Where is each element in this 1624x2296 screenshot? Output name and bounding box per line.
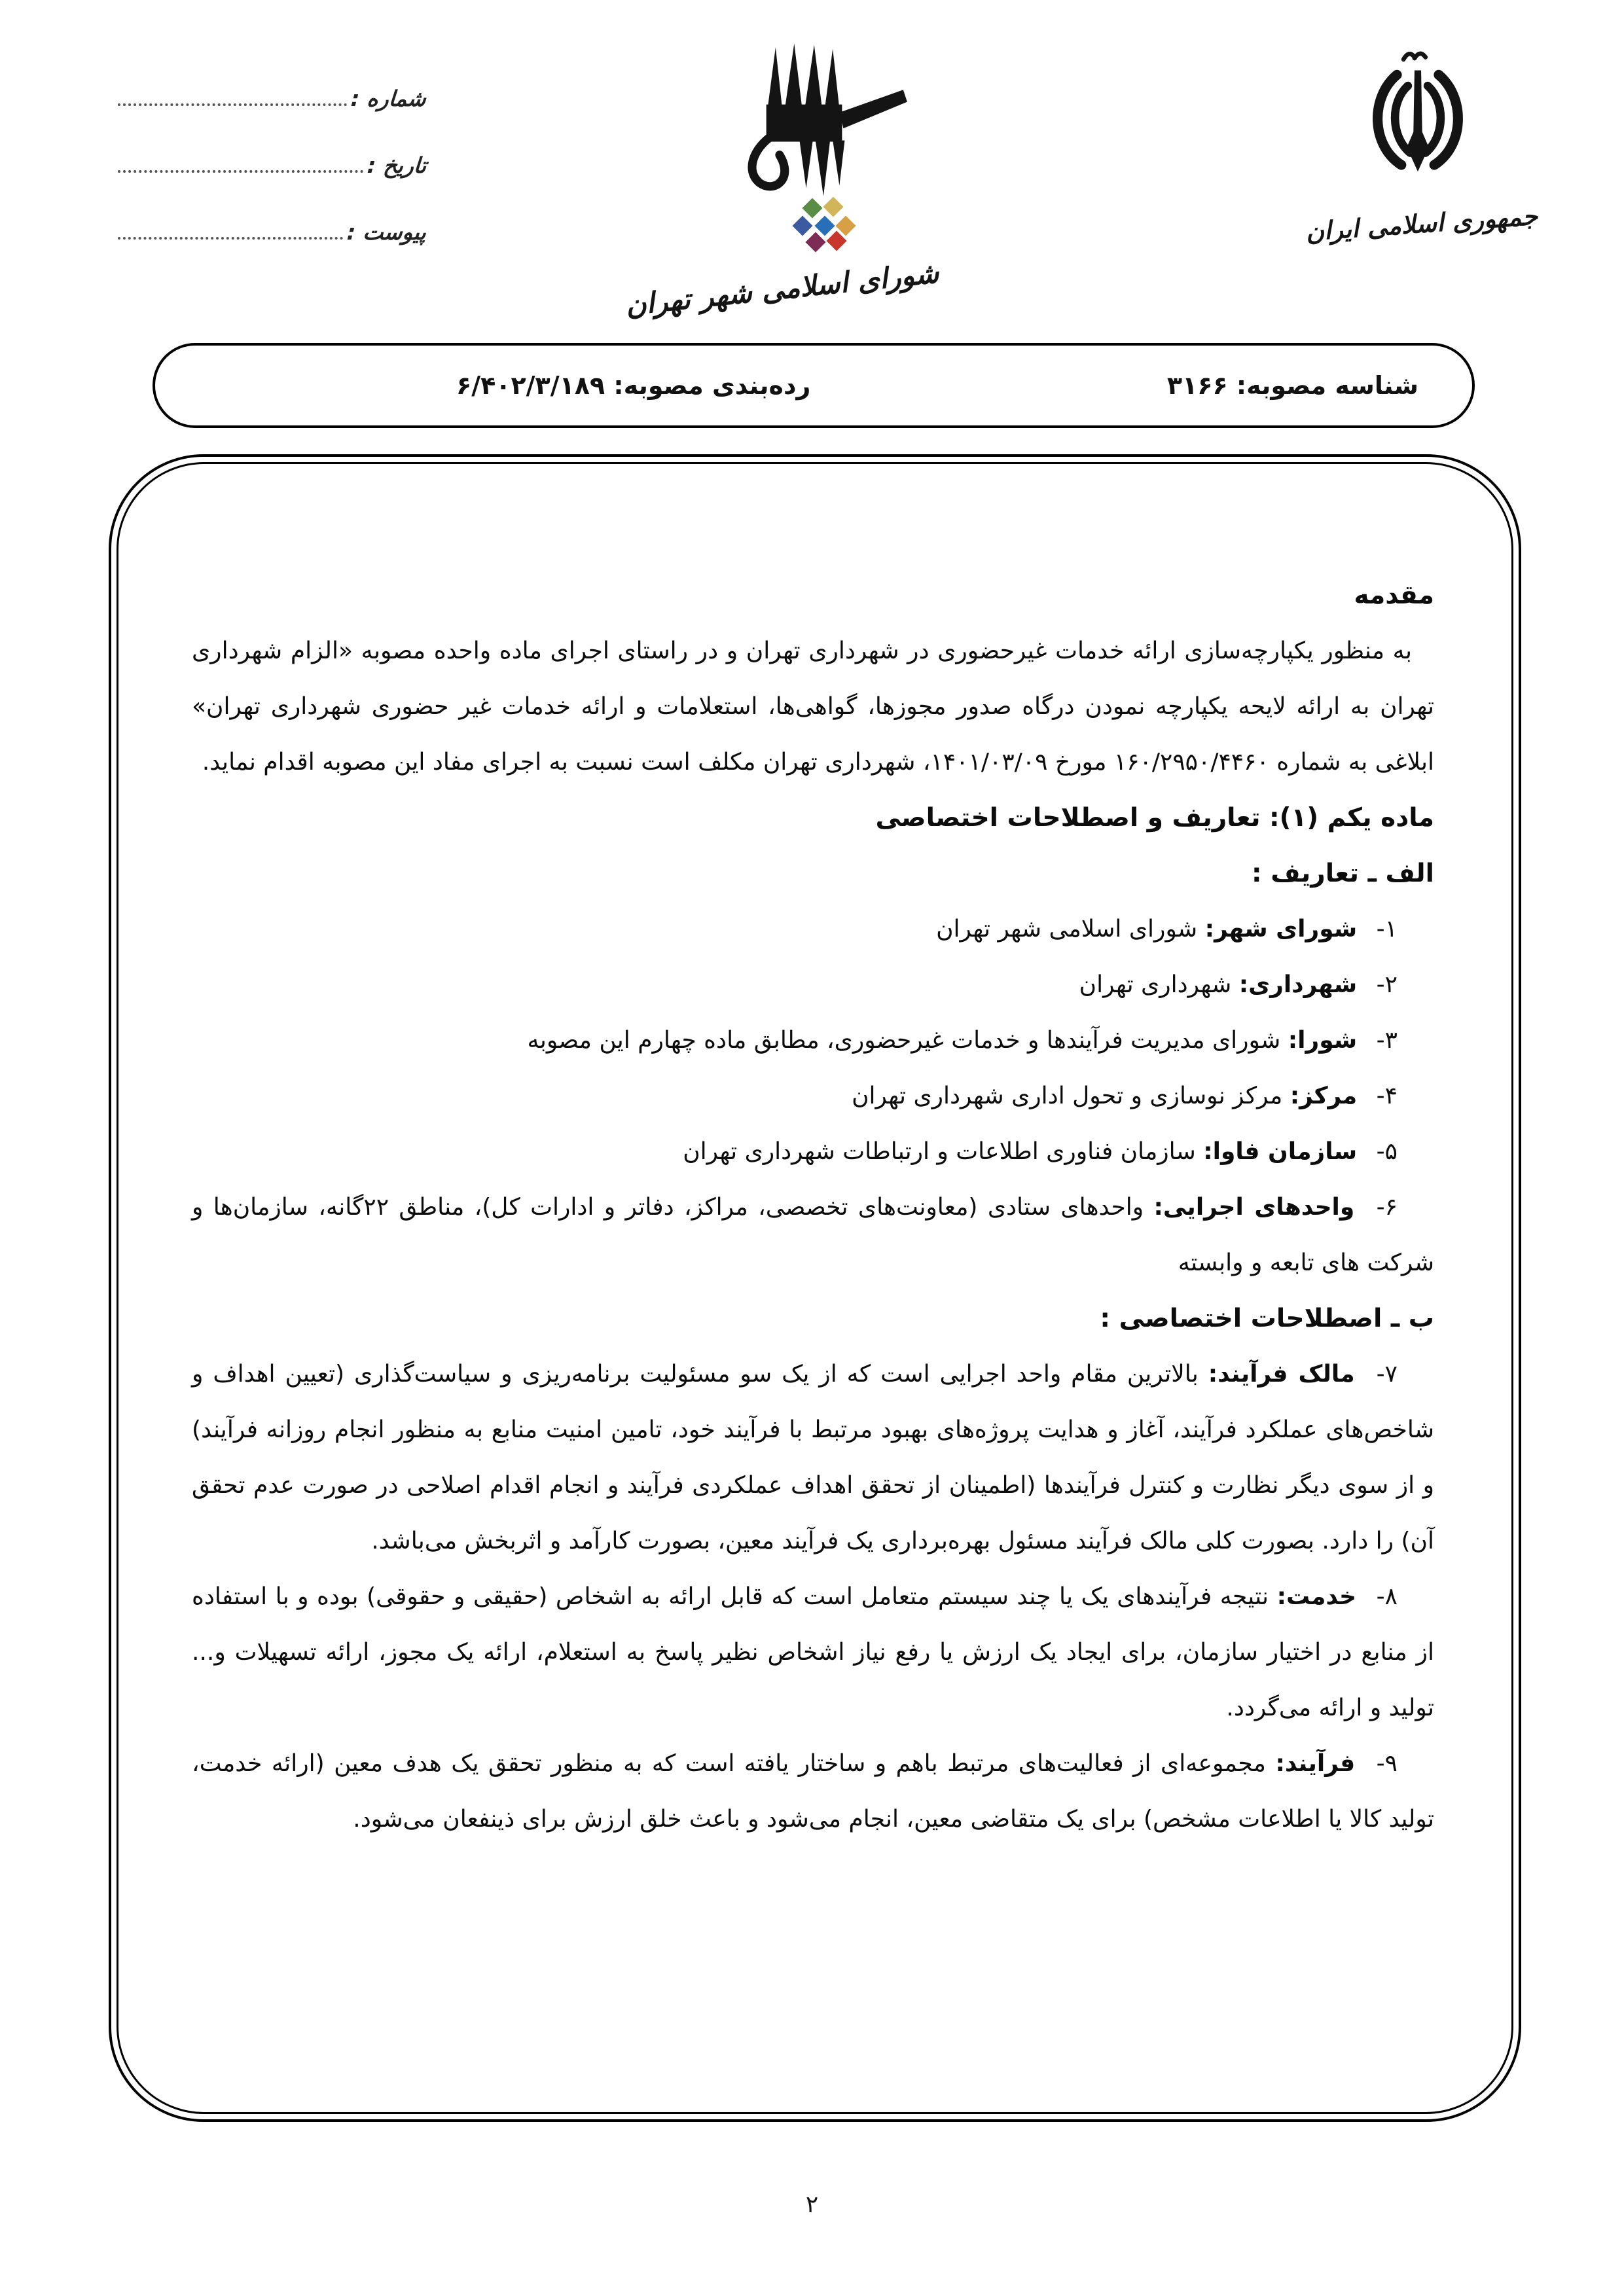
item-term: شورا: <box>1288 1027 1358 1054</box>
page-number: ۲ <box>805 2191 819 2218</box>
number-dotted-line <box>118 103 347 106</box>
form-field-number <box>118 77 429 111</box>
item-term: سازمان فاوا: <box>1203 1138 1358 1165</box>
republic-name: جمهوری اسلامی ایران <box>1305 201 1539 247</box>
item-text: نتیجه فرآیندهای یک یا چند سیستم متعامل است که قابل ارائه به اشخاص (حقیقی و حقوقی) بوده و با استفاده از منابع در اختیار سازمان، برای ایجاد یک ارزش یا رفع نیاز اشخاص نظیر پاسخ به استعلام، ارائه یک مجوز، ارائه تسهیلات و... تولید و ارائه می‌گردد. <box>192 1583 1434 1721</box>
form-field-attachment <box>118 211 429 245</box>
document-body <box>118 464 1511 2112</box>
date-dotted-line <box>118 170 363 173</box>
item-text: سازمان فناوری اطلاعات و ارتباطات شهرداری تهران <box>683 1138 1196 1165</box>
content-frame-inner-border <box>117 462 1513 2114</box>
definition-item-5 <box>192 1124 1434 1179</box>
item-number: ۱- <box>1376 916 1398 942</box>
item-text: شورای مدیریت فرآیندها و خدمات غیرحضوری، مطابق ماده چهارم این مصوبه <box>527 1027 1281 1054</box>
council-logo-mosaic-icon <box>784 192 865 262</box>
definition-item-4 <box>192 1068 1434 1124</box>
approval-id-label: شناسه مصوبه: <box>1236 371 1418 400</box>
item-number: ۵- <box>1376 1138 1398 1165</box>
article-1-heading: ماده یکم (۱): تعاریف و اصطلاحات اختصاصی <box>875 803 1434 833</box>
form-field-date <box>118 144 429 178</box>
item-term: مرکز: <box>1290 1083 1358 1109</box>
council-logo-mark-icon <box>738 34 911 207</box>
item-term: خدمت: <box>1276 1583 1357 1610</box>
definition-item-3 <box>192 1013 1434 1068</box>
item-text: شهرداری تهران <box>1079 971 1232 998</box>
meta-bar <box>153 343 1475 428</box>
item-term: فرآیند: <box>1275 1750 1356 1777</box>
approval-id <box>1167 371 1418 400</box>
approval-classification-value: ۶/۴۰۲/۳/۱۸۹ <box>456 371 605 400</box>
item-term: شورای شهر: <box>1204 916 1358 942</box>
item-number: ۷- <box>1376 1361 1398 1388</box>
date-field-label: تاریخ : <box>366 152 427 178</box>
council-name: شورای اسلامی شهر تهران <box>624 257 941 323</box>
item-term: شهرداری: <box>1238 971 1358 998</box>
item-term: واحدهای اجرایی: <box>1153 1194 1355 1221</box>
number-field-label: شماره : <box>350 86 427 111</box>
item-text: مجموعه‌ای از فعالیت‌های مرتبط باهم و ساختار یافته است که به منظور تحقق یک هدف معین (ارائه خدمت، تولید کالا یا اطلاعات مشخص) برای یک متقاضی معین، انجام می‌شود و باعث خلق ارزش برای ذینفعان می‌شود. <box>192 1750 1434 1833</box>
letterhead-form-fields <box>118 77 429 278</box>
content-frame <box>109 454 1521 2122</box>
item-number: ۴- <box>1376 1083 1398 1109</box>
definition-item-1 <box>192 901 1434 957</box>
item-number: ۸- <box>1376 1583 1398 1610</box>
section-b-heading: ب ـ اصطلاحات اختصاصی : <box>1100 1304 1434 1333</box>
item-number: ۹- <box>1376 1750 1398 1777</box>
attachment-field-label: پیوست : <box>346 219 427 245</box>
item-term: مالک فرآیند: <box>1208 1361 1355 1388</box>
term-item-7 <box>192 1346 1434 1569</box>
item-number: ۶- <box>1376 1194 1398 1221</box>
section-a-heading: الف ـ تعاریف : <box>1252 859 1434 888</box>
approval-classification-label: رده‌بندی مصوبه: <box>613 371 811 400</box>
term-item-9 <box>192 1736 1434 1847</box>
definition-item-6 <box>192 1179 1434 1291</box>
attachment-dotted-line <box>118 237 343 240</box>
item-text: بالاترین مقام واحد اجرایی است که از یک سو مسئولیت برنامه‌ریزی و سیاست‌گذاری (تعیین اهداف و شاخص‌های عملکرد فرآیند، آغاز و هدایت پروژه‌های بهبود مرتبط با فرآیند خود، تامین امنیت منابع به منظور انجام روزانه فرآیند) و از سوی دیگر نظارت و کنترل فرآیندها (اطمینان از تحقق اهداف عملکردی فرآیند و انجام اقدام اصلاحی در صورت عدم تحقق آن) را دارد. بصورت کلی مالک فرآیند مسئول بهره‌برداری یک فرآیند معین، بصورت کارآمد و اثربخش می‌باشد. <box>192 1361 1434 1554</box>
definition-item-2 <box>192 957 1434 1013</box>
item-text: واحدهای ستادی (معاونت‌های تخصصی، مراکز، دفاتر و ادارات کل)، مناطق ۲۲گانه، سازمان‌ها و شرکت های تابعه و وابسته <box>192 1194 1434 1276</box>
item-text: مرکز نوسازی و تحول اداری شهرداری تهران <box>852 1083 1283 1109</box>
intro-heading: مقدمه <box>1354 581 1434 610</box>
iran-emblem-icon <box>1363 46 1473 195</box>
item-number: ۲- <box>1376 971 1398 998</box>
approval-id-value: ۳۱۶۶ <box>1166 371 1228 400</box>
term-item-8 <box>192 1569 1434 1736</box>
approval-classification <box>456 371 810 400</box>
item-number: ۳- <box>1376 1027 1398 1054</box>
intro-paragraph: به منظور یکپارچه‌سازی ارائه خدمات غیرحضوری در شهرداری تهران و در راستای اجرای ماده واحده مصوبه «الزام شهرداری تهران به ارائه لایحه یکپارچه نمودن درگاه صدور مجوزها، گواهی‌ها، استعلامات و ارائه خدمات غیر حضوری شهرداری تهران» ابلاغی به شماره ۱۶۰/۲۹۵۰/۴۴۶۰ مورخ ۱۴۰۱/۰۳/۰۹، شهرداری تهران مکلف است نسبت به اجرای مفاد این مصوبه اقدام نماید. <box>192 637 1434 776</box>
item-text: شورای اسلامی شهر تهران <box>936 916 1198 942</box>
